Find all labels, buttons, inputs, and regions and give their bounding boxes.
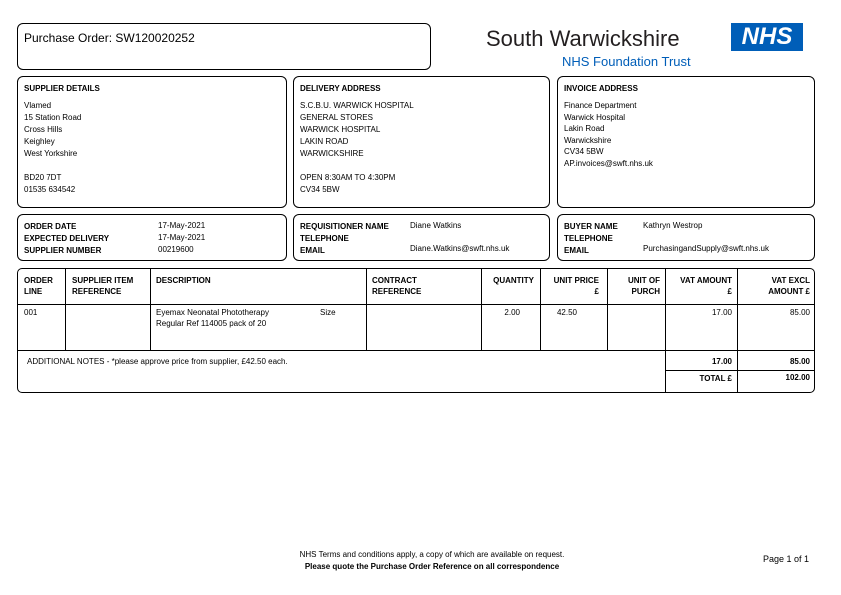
buyer-phone-label: TELEPHONE	[564, 234, 613, 243]
row-order-line: 001	[24, 308, 38, 317]
nhs-badge: NHS	[731, 23, 803, 51]
supplier-lines	[24, 100, 81, 196]
header-quantity: QUANTITY	[493, 276, 534, 285]
supplier-line: BD20 7DT	[24, 173, 62, 182]
po-title-box	[17, 23, 431, 70]
header-contract-ref: CONTRACT REFERENCE	[372, 276, 422, 296]
header-unit-price: UNIT PRICE £	[553, 276, 599, 296]
header-description: DESCRIPTION	[156, 276, 211, 285]
supplier-line: 15 Station Road	[24, 113, 82, 122]
row-vat-amount: 17.00	[711, 308, 732, 317]
buyer-name-label: BUYER NAME	[564, 222, 618, 231]
order-info-box	[17, 214, 287, 261]
quote-reference-text: Please quote the Purchase Order Reference on all correspondence	[304, 562, 560, 571]
buyer-box	[557, 214, 815, 261]
row-size: Size	[320, 308, 336, 317]
vat-total: 17.00	[711, 357, 732, 366]
supplier-details-box	[17, 76, 287, 208]
excl-total: 85.00	[789, 357, 810, 366]
invoice-line: Warwickshire	[564, 135, 612, 145]
delivery-heading: DELIVERY ADDRESS	[300, 84, 381, 93]
header-supplier-ref: SUPPLIER ITEM REFERENCE	[72, 276, 134, 296]
invoice-line: AP.invoices@swft.nhs.uk	[564, 158, 653, 168]
requisitioner-name-label: REQUISITIONER NAME	[300, 222, 389, 231]
header-unit-of-purch: UNIT OF PURCH	[628, 276, 660, 296]
invoice-address-box	[557, 76, 815, 208]
supplier-line: Cross Hills	[24, 125, 63, 134]
supplier-heading: SUPPLIER DETAILS	[24, 84, 100, 93]
invoice-line: Lakin Road	[564, 124, 605, 133]
total-divider	[665, 370, 814, 371]
delivery-line: CV34 5BW	[300, 185, 340, 194]
row-unit-price: 42.50	[556, 308, 577, 317]
delivery-line: WARWICK HOSPITAL	[300, 125, 381, 134]
order-date: 17-May-2021	[158, 221, 206, 230]
page-number: Page 1 of 1	[762, 554, 809, 564]
grand-total: 102.00	[785, 373, 810, 382]
invoice-heading: INVOICE ADDRESS	[564, 84, 638, 93]
logo-org-name: South Warwickshire	[486, 26, 680, 51]
buyer-email[interactable]: PurchasingandSupply@swft.nhs.uk	[643, 244, 769, 253]
buyer-name: Kathryn Westrop	[643, 221, 703, 230]
supplier-number-label: SUPPLIER NUMBER	[24, 246, 102, 255]
header-order-line: ORDER LINE	[24, 276, 53, 296]
delivery-line: OPEN 8:30AM TO 4:30PM	[300, 173, 396, 182]
delivery-line: LAKIN ROAD	[300, 137, 349, 146]
supplier-line: 01535 634542	[24, 185, 76, 194]
additional-notes: ADDITIONAL NOTES - *please approve price from supplier, £42.50 each.	[27, 357, 288, 366]
delivery-line: WARWICKSHIRE	[300, 149, 364, 158]
requisitioner-box	[293, 214, 550, 261]
delivery-line	[300, 160, 414, 172]
total-label: TOTAL £	[699, 374, 732, 383]
row-description-2: Regular Ref 114005 pack of 20	[156, 319, 267, 328]
requisitioner-name: Diane Watkins	[410, 221, 462, 230]
order-date-label: ORDER DATE	[24, 222, 77, 231]
delivery-lines	[300, 100, 414, 196]
delivery-address-box	[293, 76, 550, 208]
invoice-line: CV34 5BW	[564, 147, 604, 156]
delivery-line: S.C.B.U. WARWICK HOSPITAL	[300, 101, 414, 110]
order-lines-table	[17, 268, 815, 393]
delivery-line: GENERAL STORES	[300, 113, 373, 122]
requisitioner-email[interactable]: Diane.Watkins@swft.nhs.uk	[410, 244, 510, 253]
header-vat-excl: VAT EXCL AMOUNT £	[768, 276, 810, 296]
requisitioner-phone-label: TELEPHONE	[300, 234, 349, 243]
table-row	[18, 305, 814, 349]
supplier-number: 00219600	[158, 245, 194, 254]
supplier-line: Keighley	[24, 137, 55, 146]
buyer-email-label: EMAIL	[564, 246, 589, 255]
po-title: Purchase Order: SW120020252	[24, 31, 195, 45]
expected-delivery-label: EXPECTED DELIVERY	[24, 234, 110, 243]
logo-trust-name: NHS Foundation Trust	[562, 54, 691, 69]
expected-delivery: 17-May-2021	[158, 233, 206, 242]
header-vat-amount: VAT AMOUNT £	[680, 276, 732, 296]
supplier-line	[24, 160, 81, 172]
terms-text: NHS Terms and conditions apply, a copy of which are available on request.	[299, 550, 565, 559]
table-body-divider	[18, 350, 814, 351]
requisitioner-email-label: EMAIL	[300, 246, 325, 255]
invoice-lines	[564, 100, 653, 169]
supplier-line: Vlamed	[24, 101, 52, 110]
row-description: Eyemax Neonatal Phototherapy	[156, 308, 269, 317]
row-vat-excl: 85.00	[789, 308, 810, 317]
supplier-line: West Yorkshire	[24, 149, 78, 158]
invoice-line: Finance Department	[564, 101, 637, 110]
invoice-line: Warwick Hospital	[564, 112, 626, 122]
nhs-logo	[486, 22, 806, 72]
row-quantity: 2.00	[504, 308, 520, 317]
